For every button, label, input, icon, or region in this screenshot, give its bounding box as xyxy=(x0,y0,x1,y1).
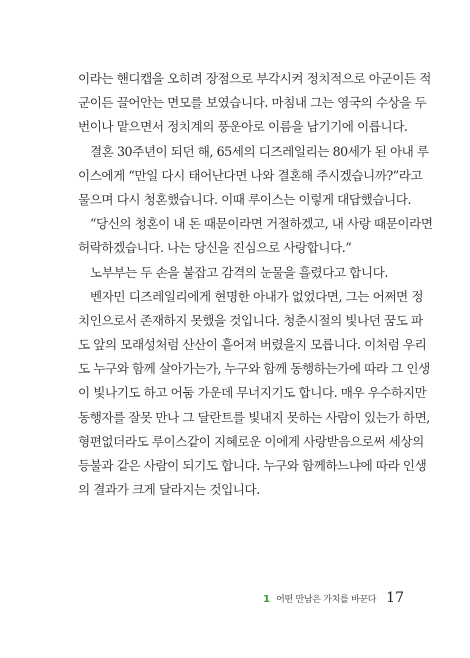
text-line: 이라는 핸디캡을 오히려 장점으로 부각시켜 정치적으로 아군이든 적 xyxy=(78,71,431,86)
body-text xyxy=(78,67,433,502)
text-line: 도 누구와 함께 살아가는가, 누구와 함께 동행하는가에 따라 그 인생 xyxy=(78,361,430,377)
text-line: 형편없더라도 루이스같이 지혜로운 이에게 사랑받음으로써 세상의 xyxy=(78,433,424,449)
text-line: 번이나 맡으면서 정치계의 풍운아로 이름을 남기기에 이릅니다. xyxy=(78,119,408,135)
text-line: 이스에게 “만일 다시 태어난다면 나와 결혼해 주시겠습니까?”라고 xyxy=(78,167,423,183)
text-line: 허락하겠습니다. 나는 당신을 진심으로 사랑합니다.” xyxy=(78,240,352,256)
text-line: 물으며 다시 청혼했습니다. 이때 루이스는 이렇게 대답했습니다. xyxy=(78,191,412,207)
text-line: 벤자민 디즈레일리에게 현명한 아내가 없었다면, 그는 어쩌면 정 xyxy=(90,288,424,304)
text-line: 도 앞의 모래성처럼 산산이 흩어져 버렸을지 모릅니다. 이처럼 우리 xyxy=(78,337,427,353)
text-line: “당신의 청혼이 내 돈 때문이라면 거절하겠고, 내 사랑 때문이라면 xyxy=(90,216,433,232)
page-number: 17 xyxy=(386,590,404,606)
text-line: 이 빛나기도 하고 어둠 가운데 무너지기도 합니다. 매우 우수하지만 xyxy=(78,385,427,401)
text-line: 치인으로서 존재하지 못했을 것입니다. 청춘시절의 빛나던 꿈도 파 xyxy=(78,312,423,328)
text-line: 의 결과가 크게 달라지는 것입니다. xyxy=(78,482,260,498)
chapter-number: 1 xyxy=(263,594,271,605)
text-line: 결혼 30주년이 되던 해, 65세의 디즈레일리는 80세가 된 아내 루 xyxy=(90,143,429,159)
chapter-title: 어떤 만남은 가치를 바꾼다 xyxy=(276,595,377,605)
text-line: 동행자를 잘못 만나 그 달란트를 빛내지 못하는 사람이 있는가 하면, xyxy=(78,409,430,425)
page-footer xyxy=(263,590,404,606)
text-line: 등불과 같은 사람이 되기도 합니다. 누구와 함께하느냐에 따라 인생 xyxy=(78,458,427,473)
text-line: 군이든 끌어안는 면모를 보였습니다. 마침내 그는 영국의 수상을 두 xyxy=(78,95,427,111)
text-line: 노부부는 두 손을 붙잡고 감격의 눈물을 흘렸다고 합니다. xyxy=(90,264,388,280)
